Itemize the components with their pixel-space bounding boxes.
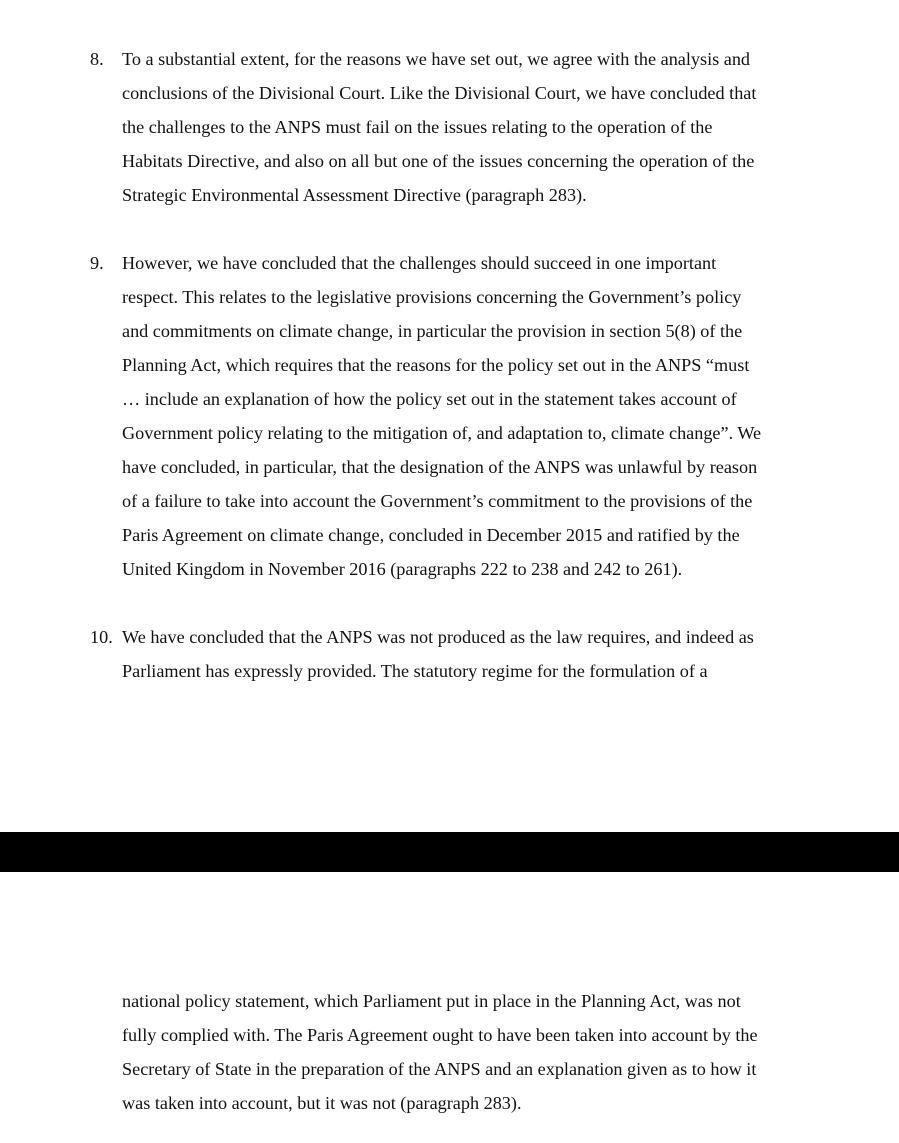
paragraph-text [122,620,830,688]
text-line: Secretary of State in the preparation of the ANPS and an explanation given as to how it [122,1059,757,1079]
text-line: national policy statement, which Parliament put in place in the Planning Act, was not [122,991,741,1011]
text-line: To a substantial extent, for the reasons we have set out, we agree with the analysis and [122,49,751,69]
text-line: of a failure to take into account the Government’s commitment to the provisions of the [122,491,753,511]
paragraph-number: 9. [90,253,104,273]
text-line: United Kingdom in November 2016 (paragraphs 222 to 238 and 242 to 261). [122,559,683,579]
text-line: Strategic Environmental Assessment Directive (paragraph 283). [122,185,587,205]
text-line: fully complied with. The Paris Agreement ought to have been taken into account by the [122,1025,758,1045]
text-line: Paris Agreement on climate change, concluded in December 2015 and ratified by the [122,525,740,545]
paragraph-text [122,42,830,212]
text-line: … include an explanation of how the policy set out in the statement takes account of [122,389,737,409]
text-line: conclusions of the Divisional Court. Like the Divisional Court, we have concluded that [122,83,757,103]
page-bottom [0,872,899,1143]
text-line: Parliament has expressly provided. The statutory regime for the formulation of a [122,661,708,681]
text-line: and commitments on climate change, in particular the provision in section 5(8) of the [122,321,743,341]
paragraph-number: 8. [90,49,104,69]
text-line: the challenges to the ANPS must fail on the issues relating to the operation of the [122,117,713,137]
text-line: Government policy relating to the mitigation of, and adaptation to, climate change”. We [122,423,762,443]
text-line: However, we have concluded that the challenges should succeed in one important [122,253,717,273]
page-break-bar [0,832,899,872]
text-line: Habitats Directive, and also on all but one of the issues concerning the operation of the [122,151,755,171]
text-line: respect. This relates to the legislative provisions concerning the Government’s policy [122,287,742,307]
text-line: We have concluded that the ANPS was not produced as the law requires, and indeed as [122,627,754,647]
paragraph-text [122,984,830,1120]
text-line: have concluded, in particular, that the designation of the ANPS was unlawful by reason [122,457,758,477]
paragraph-text [122,246,830,586]
text-line: Planning Act, which requires that the reasons for the policy set out in the ANPS “must [122,355,750,375]
paragraph-number: 10. [90,627,113,647]
text-line: was taken into account, but it was not (paragraph 283). [122,1093,522,1113]
